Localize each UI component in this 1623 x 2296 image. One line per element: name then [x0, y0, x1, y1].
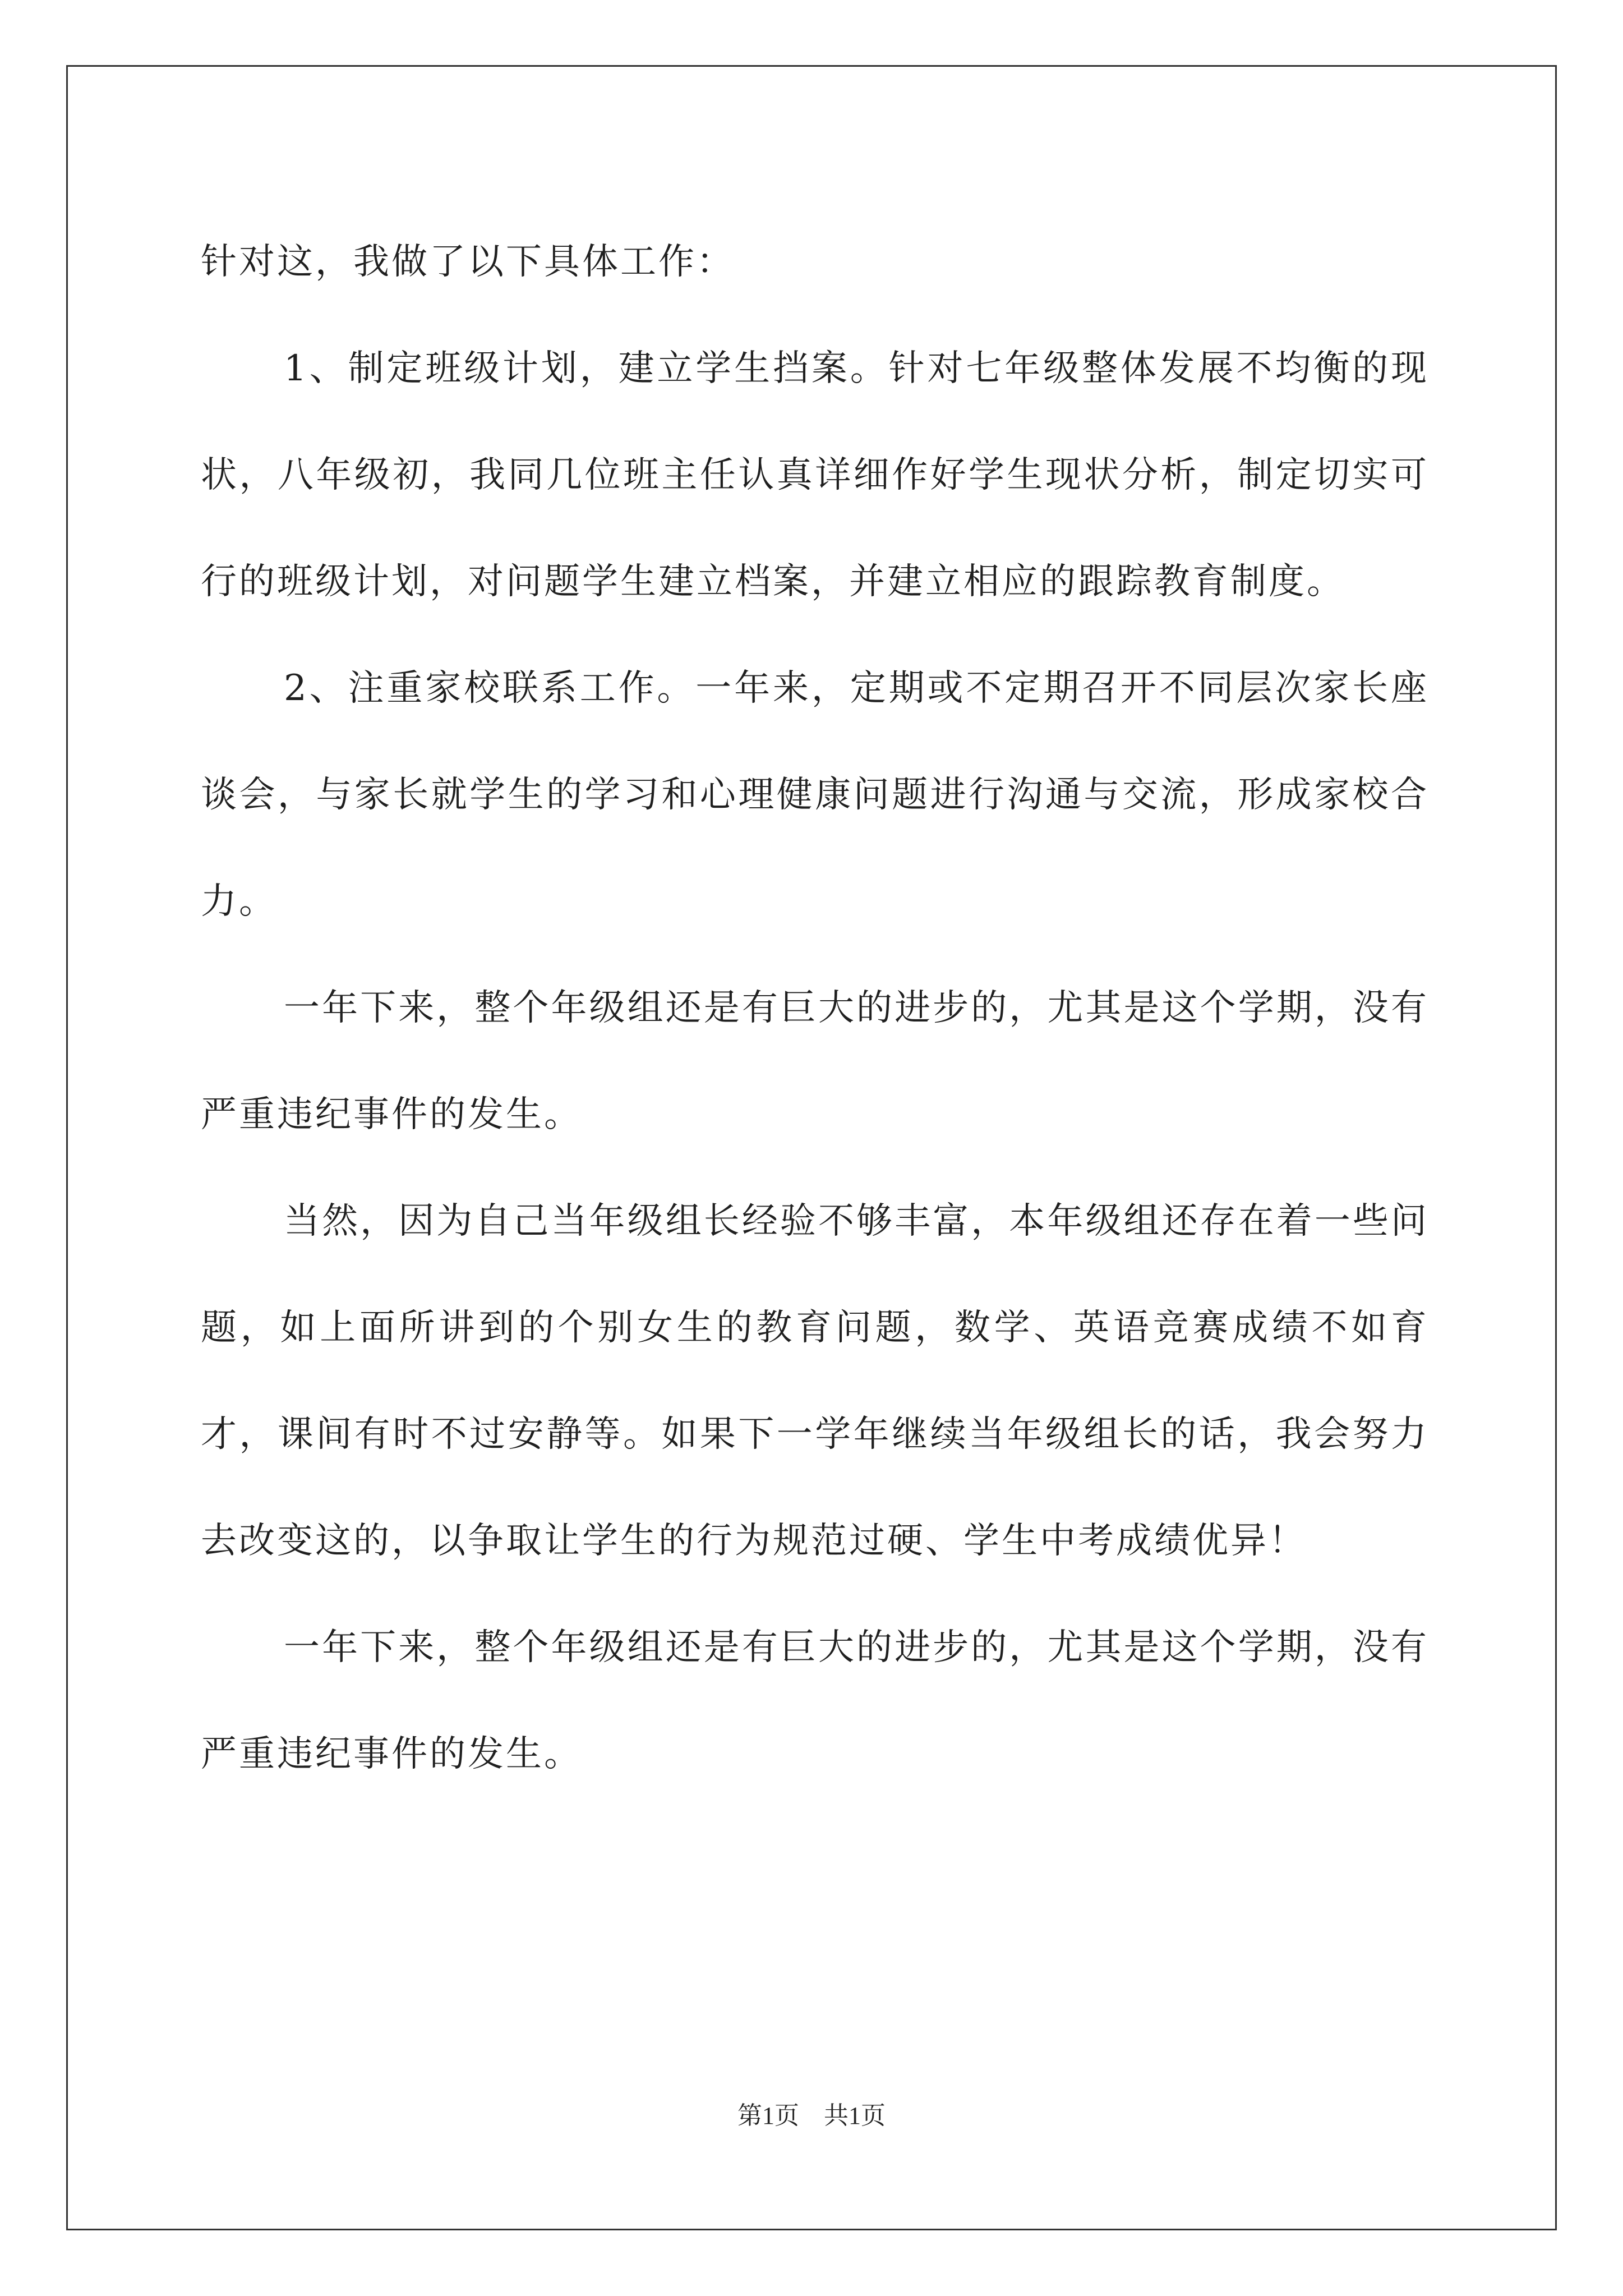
paragraph-problems: 当然，因为自己当年级组长经验不够丰富，本年级组还存在着一些问题，如上面所讲到的个别女生的教育问题，数学、英语竞赛成绩不如育才，课间有时不过安静等。如果下一学年继续当年级组长的话，我会努力去改变这的，以争取让学生的行为规范过硬、学生中考成绩优异！	[201, 1200, 1429, 1562]
paragraph-home-school: 2、注重家校联系工作。一年来，定期或不定期召开不同层次家长座谈会，与家长就学生的学习和心理健康问题进行沟通与交流，形成家校合力。	[201, 668, 1429, 922]
document-body	[201, 209, 1429, 1807]
paragraph-progress: 一年下来，整个年级组还是有巨大的进步的，尤其是这个学期，没有严重违纪事件的发生。	[201, 987, 1429, 1135]
page-number-footer: 第1页 共1页	[737, 2102, 886, 2129]
paragraph-progress-repeat: 一年下来，整个年级组还是有巨大的进步的，尤其是这个学期，没有严重违纪事件的发生。	[201, 1627, 1429, 1775]
paragraph-class-plan: 1、制定班级计划，建立学生挡案。针对七年级整体发展不均衡的现状，八年级初，我同几位班主任认真详细作好学生现状分析，制定切实可行的班级计划，对问题学生建立档案，并建立相应的跟踪教育制度。	[201, 348, 1429, 602]
paragraph-intro: 针对这，我做了以下具体工作：	[201, 241, 735, 283]
